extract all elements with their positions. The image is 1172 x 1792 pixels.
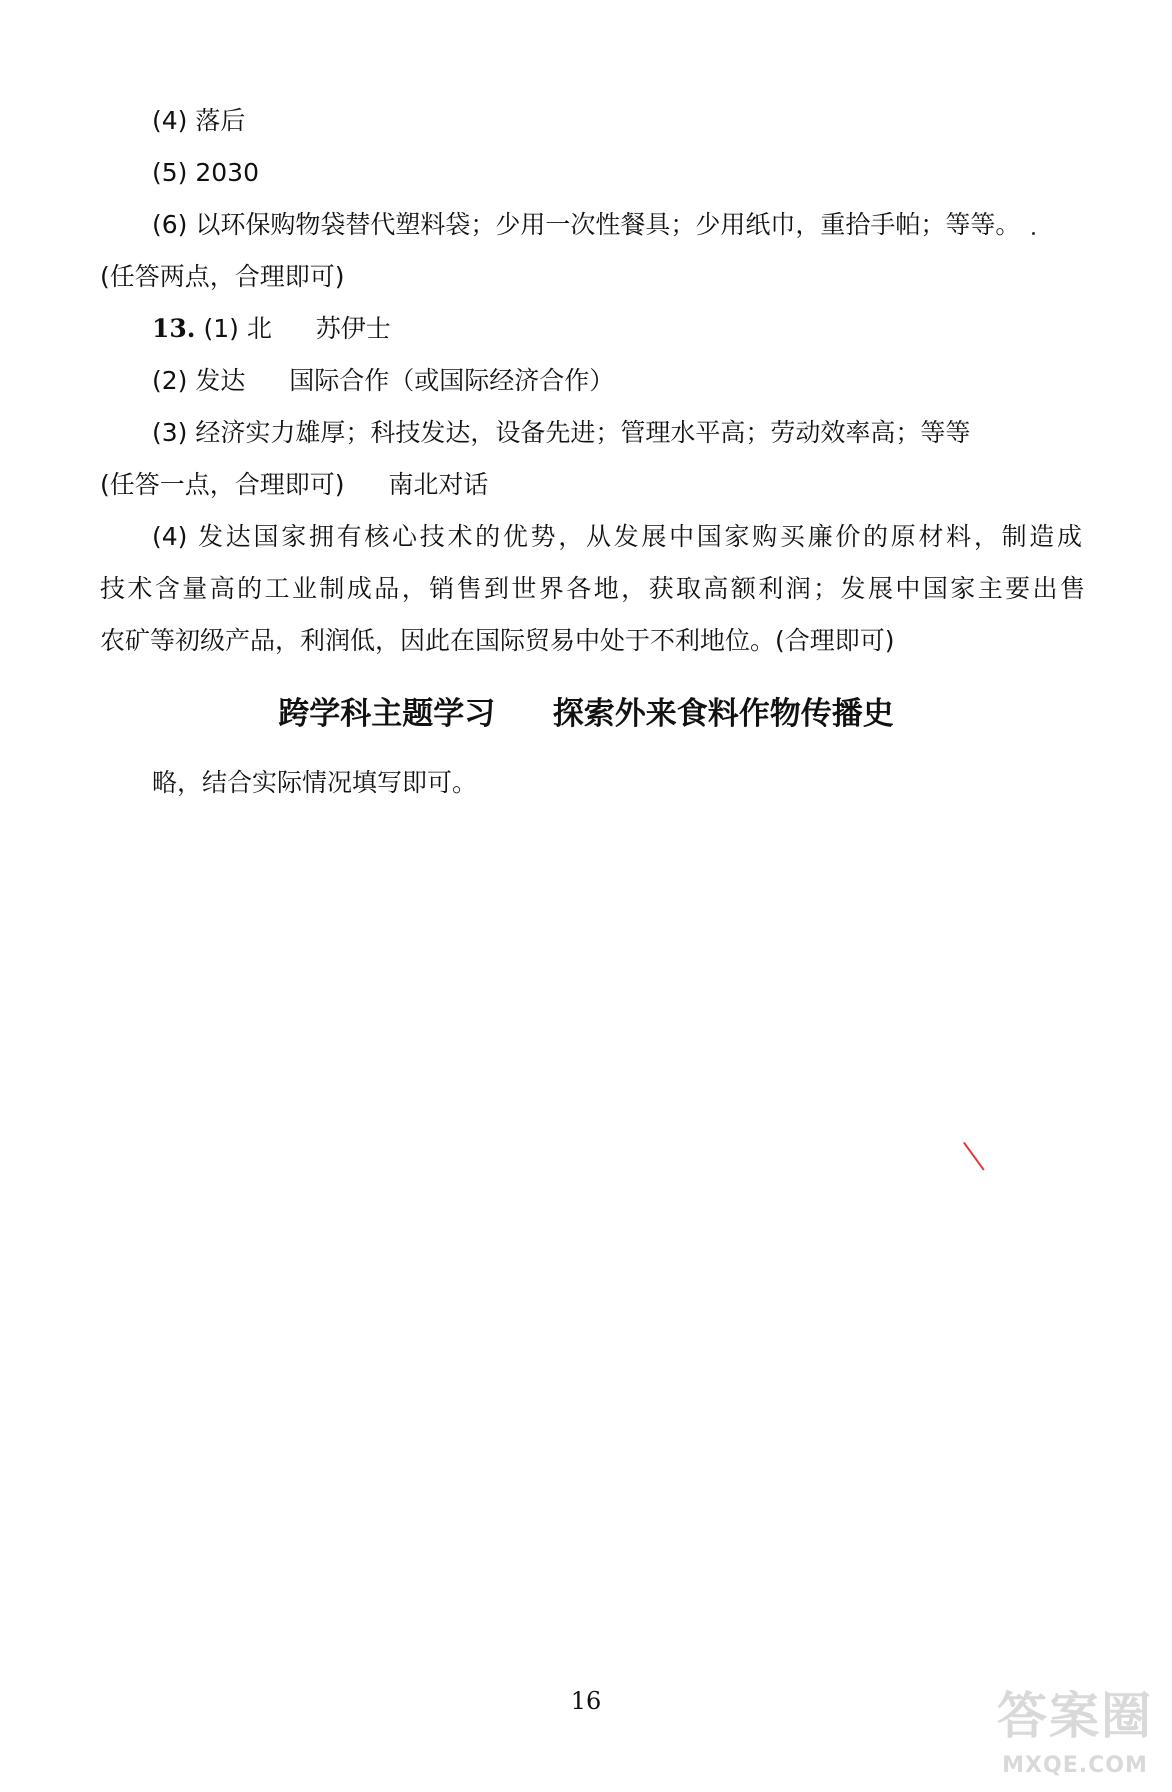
answer-text: 北: [246, 314, 272, 343]
answer-text: 发达: [195, 366, 246, 395]
q13-part3: [152, 416, 1082, 450]
q12-part4: [152, 104, 1137, 138]
section-body: [152, 766, 1137, 800]
answer-text: 经济实力雄厚；科技发达，设备先进；管理水平高；劳动效率高；等等: [195, 418, 971, 447]
watermark-domain: MXQE.COM: [1002, 1753, 1148, 1778]
q13-part4-line3: [100, 624, 1085, 658]
answer-text: 南北对话: [388, 470, 489, 499]
part-label: (5): [152, 158, 188, 187]
q13-part1: [152, 312, 1137, 346]
part-label: (4): [152, 106, 188, 135]
q13-part4-line1: [152, 520, 1082, 554]
q12-part6: [152, 208, 1082, 242]
part-label: (6): [152, 210, 188, 239]
watermark-glyphs: 答案圈: [997, 1687, 1153, 1745]
answer-text: 农矿等初级产品，利润低，因此在国际贸易中处于不利地位。(合理即可): [100, 626, 895, 655]
page-number: 16: [570, 1687, 602, 1715]
heading-left: 跨学科主题学习: [278, 696, 496, 732]
answer-text: 国际合作（或国际经济合作）: [289, 366, 615, 395]
answer-text: 发达国家拥有核心技术的优势，从发展中国家购买廉价的原材料，制造成: [198, 522, 1082, 551]
answer-text: 略，结合实际情况填写即可。: [152, 768, 478, 797]
q13-part3-note: [100, 468, 1085, 502]
q12-part5: [152, 156, 1137, 190]
answer-text: 技术含量高的工业制成品，销售到世界各地，获取高额利润；发展中国家主要出售: [100, 574, 1085, 603]
q12-part6-note: [100, 260, 1085, 294]
part-label: (4): [152, 522, 188, 551]
watermark-logo: [985, 1682, 1165, 1786]
answer-note: (任答一点，合理即可): [100, 470, 345, 499]
answer-text: 苏伊士: [315, 314, 391, 343]
q13-part4-line2: [100, 572, 1085, 606]
answer-text: 2030: [195, 158, 259, 187]
answer-text: 以环保购物袋替代塑料袋；少用一次性餐具；少用纸巾，重拾手帕；等等。: [195, 210, 1021, 239]
answer-note: (任答两点，合理即可): [100, 262, 345, 291]
section-heading: [0, 694, 1172, 734]
part-label: (2): [152, 366, 188, 395]
heading-right: 探索外来食料作物传播史: [552, 696, 894, 732]
q13-part2: [152, 364, 1137, 398]
question-number: 13.: [152, 314, 196, 343]
red-pen-mark: [963, 1142, 985, 1171]
part-label: (3): [152, 418, 188, 447]
answer-text: 落后: [195, 106, 246, 135]
part-label: (1): [203, 314, 239, 343]
